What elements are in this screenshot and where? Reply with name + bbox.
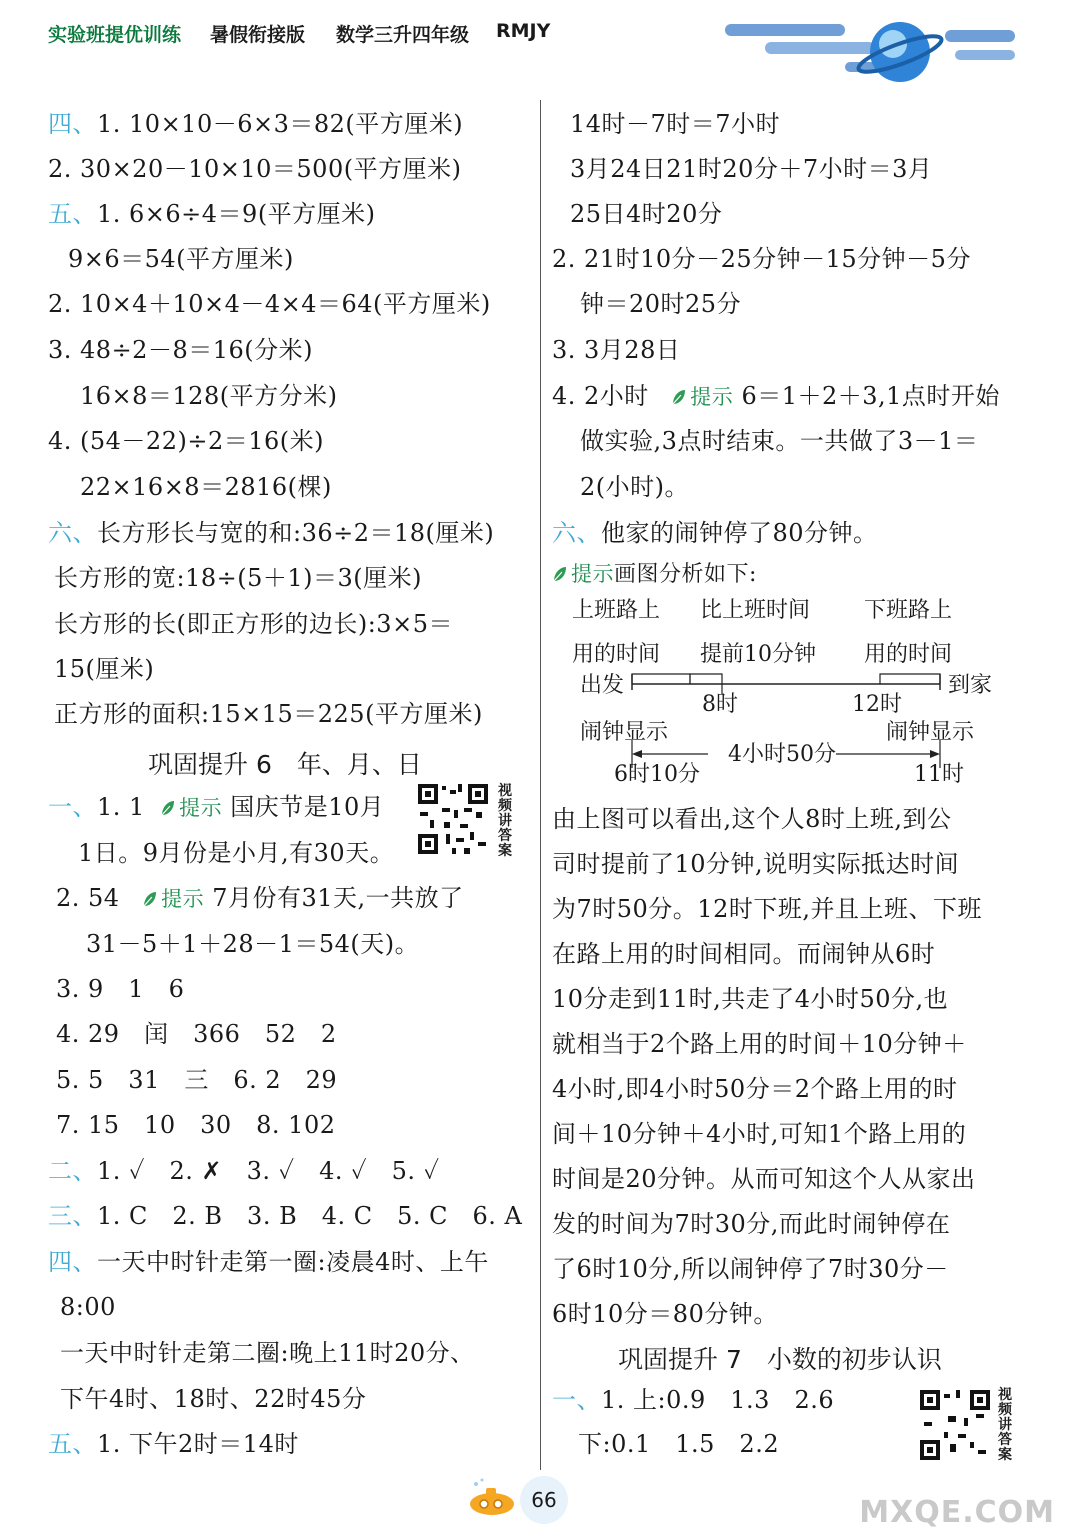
diagram-time-label: 11时 [914,762,964,787]
answer-line: 2. 54 提示 7月份有31天,一共放了 [56,884,464,912]
qr-label: 视频讲答案 [998,1387,1012,1463]
answer-line: 2. 10×4＋10×4－4×4＝64(平方厘米) [48,290,491,318]
explanation-line: 就相当于2个路上用的时间＋10分钟＋ [552,1030,967,1058]
diagram-clock-label: 闹钟显示 [580,720,669,745]
answer-line: 31－5＋1＋28－1＝54(天)。 [86,930,420,958]
explanation-line: 6时10分＝80分钟。 [552,1300,778,1328]
page-header [0,0,1065,100]
explanation-line: 时间是20分钟。从而可知这个人从家出 [552,1165,976,1193]
answer-line: 2. 30×20－10×10＝500(平方厘米) [48,155,462,183]
diagram-label: 比上班时间 [700,598,811,623]
diagram-label: 用的时间 [572,642,661,667]
section-title-7: 巩固提升 7 小数的初步认识 [618,1345,942,1374]
diagram-label: 上班路上 [572,598,661,623]
answer-line: 4. 29 闰 366 52 2 [56,1020,337,1048]
brand-title: 实验班提优训练 [48,24,182,46]
answer-line: 1日。9月份是小月,有30天。 [78,839,395,867]
answer-line: 2. 21时10分－25分钟－15分钟－5分 [552,245,971,273]
explanation-line: 发的时间为7时30分,而此时闹钟停在 [552,1210,951,1238]
answer-line: 三、1. C 2. B 3. B 4. C 5. C 6. A [48,1202,523,1230]
explanation-line: 司时提前了10分钟,说明实际抵达时间 [552,850,960,878]
planet-decoration-icon [725,18,1025,88]
answer-line: 9×6＝54(平方厘米) [68,245,294,273]
hint-leaf-icon [671,388,687,406]
answer-line: 3. 9 1 6 [56,975,185,1003]
answer-line: 14时－7时＝7小时 [570,110,781,138]
subject-label: 数学三升四年级 [336,24,470,46]
answer-line: 长方形的宽:18÷(5＋1)＝3(厘米) [54,564,422,592]
explanation-line: 10分走到11时,共走了4小时50分,也 [552,985,949,1013]
answer-line: 8:00 [60,1293,116,1321]
diagram-label: 下班路上 [864,598,953,623]
answer-line: 长方形的长(即正方形的边长):3×5＝ [54,610,453,638]
answer-line: 六、长方形长与宽的和:36÷2＝18(厘米) [48,519,495,547]
answer-line: 五、1. 下午2时＝14时 [48,1430,299,1458]
answer-line: 提示画图分析如下: [552,558,757,590]
answer-line: 5. 5 31 三 6. 2 29 [56,1066,338,1094]
qr-label: 视频讲答案 [498,783,512,859]
answer-line: 六、他家的闹钟停了80分钟。 [552,519,878,547]
answer-line: 四、一天中时针走第一圈:凌晨4时、上午 [48,1248,489,1276]
column-divider [540,100,541,1470]
edition-code: RMJY [496,20,551,42]
answer-line: 四、1. 10×10－6×3＝82(平方厘米) [48,110,464,138]
answer-line: 3月24日21时20分＋7小时＝3月 [570,155,933,183]
answer-line: 4. (54－22)÷2＝16(米) [48,427,324,455]
section-title-6: 巩固提升 6 年、月、日 [148,750,422,779]
explanation-line: 间＋10分钟＋4小时,可知1个路上用的 [552,1120,967,1148]
answer-line: 下:0.1 1.5 2.2 [578,1430,780,1458]
page-number: 66 [520,1476,568,1524]
qr-code-icon[interactable] [416,782,490,856]
diagram-time-label: 8时 [702,692,738,717]
answer-line: 下午4时、18时、22时45分 [60,1385,367,1413]
explanation-line: 4小时,即4小时50分＝2个路上用的时 [552,1075,958,1103]
submarine-icon [468,1478,524,1518]
hint-leaf-icon [142,890,158,908]
diagram-label: 用的时间 [864,642,953,667]
answer-line: 3. 3月28日 [552,336,681,364]
diagram-start-label: 出发 [580,673,625,698]
diagram-label: 提前10分钟 [700,642,816,667]
answer-line: 二、1. ✓ 2. ✗ 3. ✓ 4. ✓ 5. ✓ [48,1157,440,1185]
watermark: MXQE.COM [859,1495,1055,1530]
explanation-line: 了6时10分,所以闹钟停了7时30分－ [552,1255,949,1283]
diagram-duration-label: 4小时50分 [728,742,836,767]
answer-line: 一、1. 上:0.9 1.3 2.6 [552,1386,835,1414]
answer-line: 22×16×8＝2816(棵) [80,473,332,501]
answer-line: 钟＝20时25分 [580,290,742,318]
qr-code-icon[interactable] [918,1388,992,1462]
hint-leaf-icon [552,565,568,583]
answer-line: 15(厘米) [54,655,155,683]
answer-line: 25日4时20分 [570,200,723,228]
answer-line: 3. 48÷2－8＝16(分米) [48,336,313,364]
explanation-line: 由上图可以看出,这个人8时上班,到公 [552,805,952,833]
diagram-time-label: 6时10分 [614,762,700,787]
answer-line: 一天中时针走第二圈:晚上11时20分、 [60,1339,475,1367]
diagram-end-label: 到家 [948,673,993,698]
edition-label: 暑假衔接版 [210,24,306,46]
answer-line: 一、1. 1 提示 国庆节是10月 [48,793,385,821]
explanation-line: 为7时50分。12时下班,并且上班、下班 [552,895,982,923]
answer-line: 16×8＝128(平方分米) [80,382,338,410]
hint-leaf-icon [160,799,176,817]
diagram-time-label: 12时 [852,692,902,717]
answer-line: 4. 2小时 提示 6＝1＋2＋3,1点时开始 [552,382,1000,410]
answer-line: 2(小时)。 [580,473,689,501]
explanation-line: 在路上用的时间相同。而闹钟从6时 [552,940,936,968]
answer-line: 五、1. 6×6÷4＝9(平方厘米) [48,200,376,228]
answer-line: 7. 15 10 30 8. 102 [56,1111,336,1139]
answer-line: 正方形的面积:15×15＝225(平方厘米) [54,700,483,728]
diagram-clock-label: 闹钟显示 [886,720,975,745]
answer-line: 做实验,3点时结束。一共做了3－1＝ [580,427,979,455]
